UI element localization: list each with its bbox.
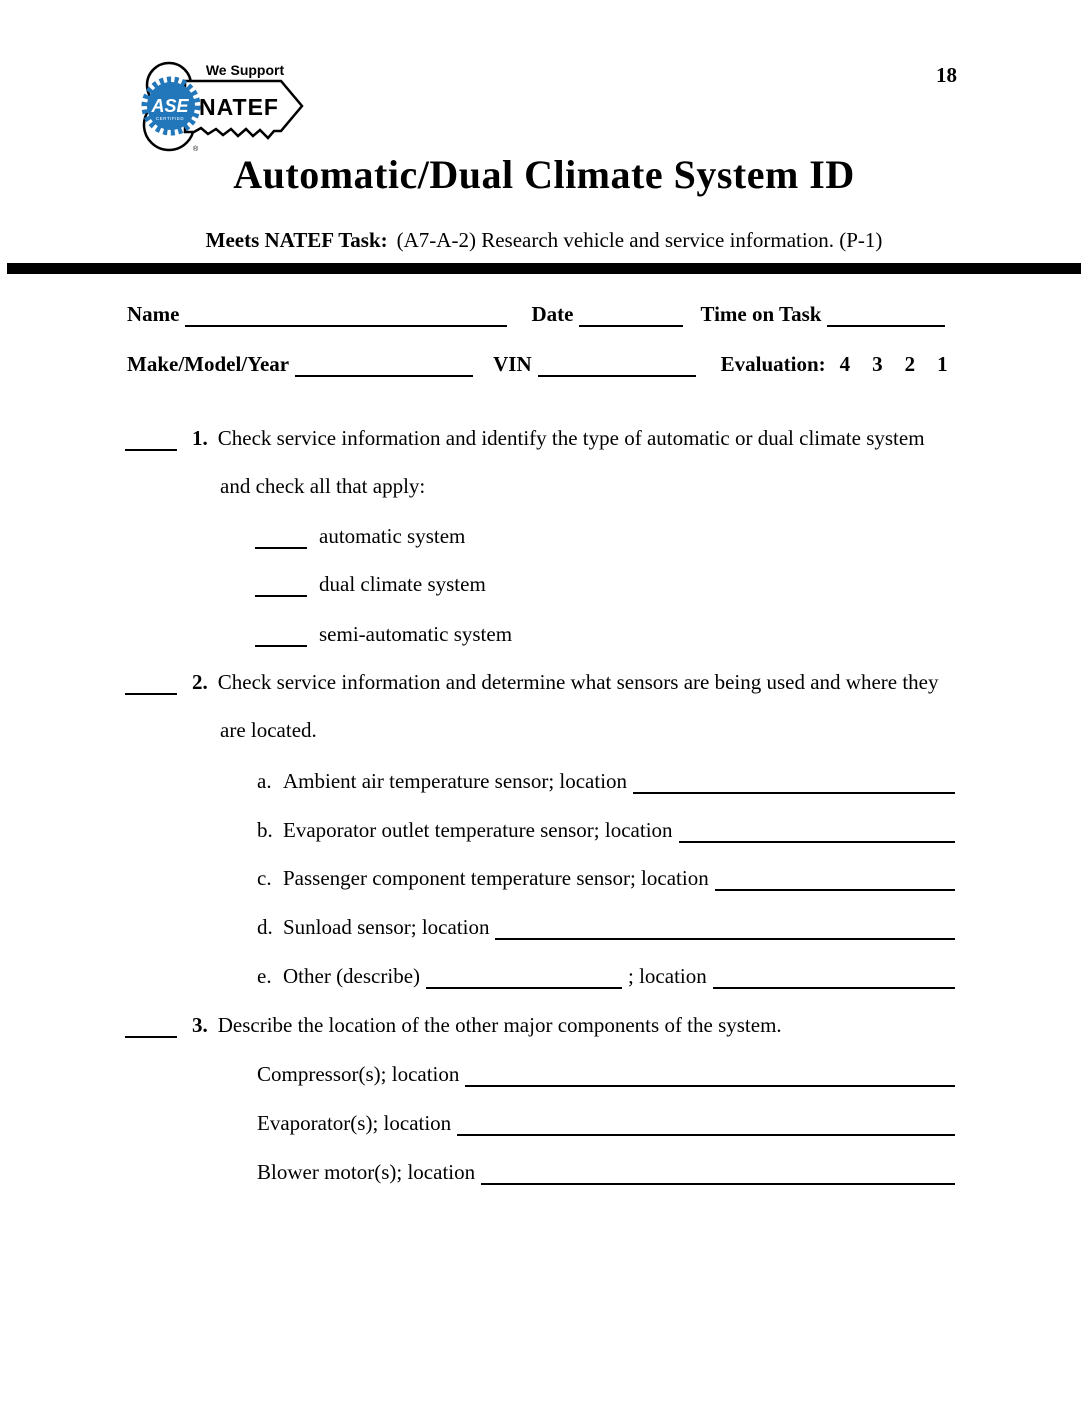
natef-logo: [135, 58, 307, 156]
evaluation-label: Evaluation:: [720, 352, 826, 376]
task-text-continued: are located.: [220, 718, 317, 742]
location-blank: [457, 1110, 955, 1136]
describe-blank: [426, 963, 622, 989]
sensor-row-c: [257, 865, 955, 891]
task-item-1: [125, 425, 960, 451]
location-blank: [465, 1061, 955, 1087]
vin-label: VIN: [493, 352, 532, 376]
check-blank: [255, 523, 307, 549]
sensor-text: Sunload sensor; location: [283, 915, 490, 939]
other-location-text: ; location: [628, 964, 707, 988]
page-number: 18: [936, 63, 957, 87]
name-label: Name: [127, 302, 180, 326]
component-text: Blower motor(s); location: [257, 1160, 476, 1184]
sensor-row-d: [257, 914, 955, 940]
option-row-dual-climate: [255, 571, 555, 597]
task-number: 2.: [192, 670, 208, 694]
make-model-year-blank: [295, 351, 473, 377]
score-blank: [125, 669, 177, 695]
ase-certified-text: CERTIFIED: [155, 116, 185, 121]
check-blank: [255, 571, 307, 597]
evaluation-score-2: 2: [904, 352, 916, 376]
date-blank: [579, 301, 683, 327]
sensor-letter: c.: [257, 866, 272, 890]
task-text: Describe the location of the other major components of the system.: [217, 1013, 782, 1037]
option-label: automatic system: [319, 524, 466, 548]
logo-tagline: We Support: [205, 62, 285, 78]
name-date-row: [127, 301, 945, 327]
component-row-evaporator: [257, 1110, 955, 1136]
sensor-row-e-other: [257, 963, 955, 989]
task-item-2: [125, 669, 960, 695]
sensor-text: Ambient air temperature sensor; location: [283, 769, 628, 793]
evaluation-score-3: 3: [872, 352, 883, 376]
sensor-letter: e.: [257, 964, 272, 988]
date-label: Date: [531, 302, 574, 326]
option-row-semi-automatic: [255, 621, 555, 647]
page-title: Automatic/Dual Climate System ID: [233, 152, 855, 197]
component-row-compressor: [257, 1061, 955, 1087]
check-blank: [255, 621, 307, 647]
task-item-3: [125, 1012, 960, 1038]
make-model-year-label: Make/Model/Year: [127, 352, 290, 376]
component-row-blower-motor: [257, 1159, 955, 1185]
vin-blank: [538, 351, 696, 377]
component-text: Evaporator(s); location: [257, 1111, 452, 1135]
sensor-text: Passenger component temperature sensor; location: [283, 866, 709, 890]
sensor-letter: d.: [257, 915, 273, 939]
location-blank: [633, 768, 955, 794]
sensor-letter: b.: [257, 818, 273, 842]
location-blank: [481, 1159, 955, 1185]
time-on-task-label: Time on Task: [700, 302, 822, 326]
evaluation-score-4: 4: [839, 352, 851, 376]
task-number: 1.: [192, 426, 208, 450]
option-label: semi-automatic system: [319, 622, 513, 646]
time-on-task-blank: [827, 301, 945, 327]
ase-text: ASE: [151, 96, 189, 116]
sensor-letter: a.: [257, 769, 272, 793]
name-blank: [185, 301, 507, 327]
sensor-text: Evaporator outlet temperature sensor; location: [283, 818, 673, 842]
logo-org-name: NATEF: [199, 94, 279, 120]
task-text: Check service information and identify the type of automatic or dual climate system: [217, 426, 925, 450]
component-text: Compressor(s); location: [257, 1062, 460, 1086]
registered-mark: ®: [193, 146, 199, 153]
other-describe-text: Other (describe): [283, 964, 421, 988]
option-row-automatic: [255, 523, 555, 549]
sensor-row-a: [257, 768, 955, 794]
task-text: Check service information and determine what sensors are being used and where they: [217, 670, 939, 694]
natef-task-line: [0, 227, 1088, 253]
divider-rule: [7, 263, 1081, 274]
option-label: dual climate system: [319, 572, 486, 596]
score-blank: [125, 1012, 177, 1038]
task-text-continued: and check all that apply:: [220, 474, 426, 498]
location-blank: [713, 963, 955, 989]
task-label: Meets NATEF Task:: [205, 228, 388, 252]
task-number: 3.: [192, 1013, 208, 1037]
score-blank: [125, 425, 177, 451]
location-blank: [495, 914, 955, 940]
location-blank: [715, 865, 955, 891]
vehicle-row: [127, 351, 955, 377]
evaluation-score-1: 1: [937, 352, 948, 376]
sensor-row-b: [257, 817, 955, 843]
location-blank: [679, 817, 955, 843]
task-text: (A7-A-2) Research vehicle and service information. (P-1): [396, 228, 883, 252]
